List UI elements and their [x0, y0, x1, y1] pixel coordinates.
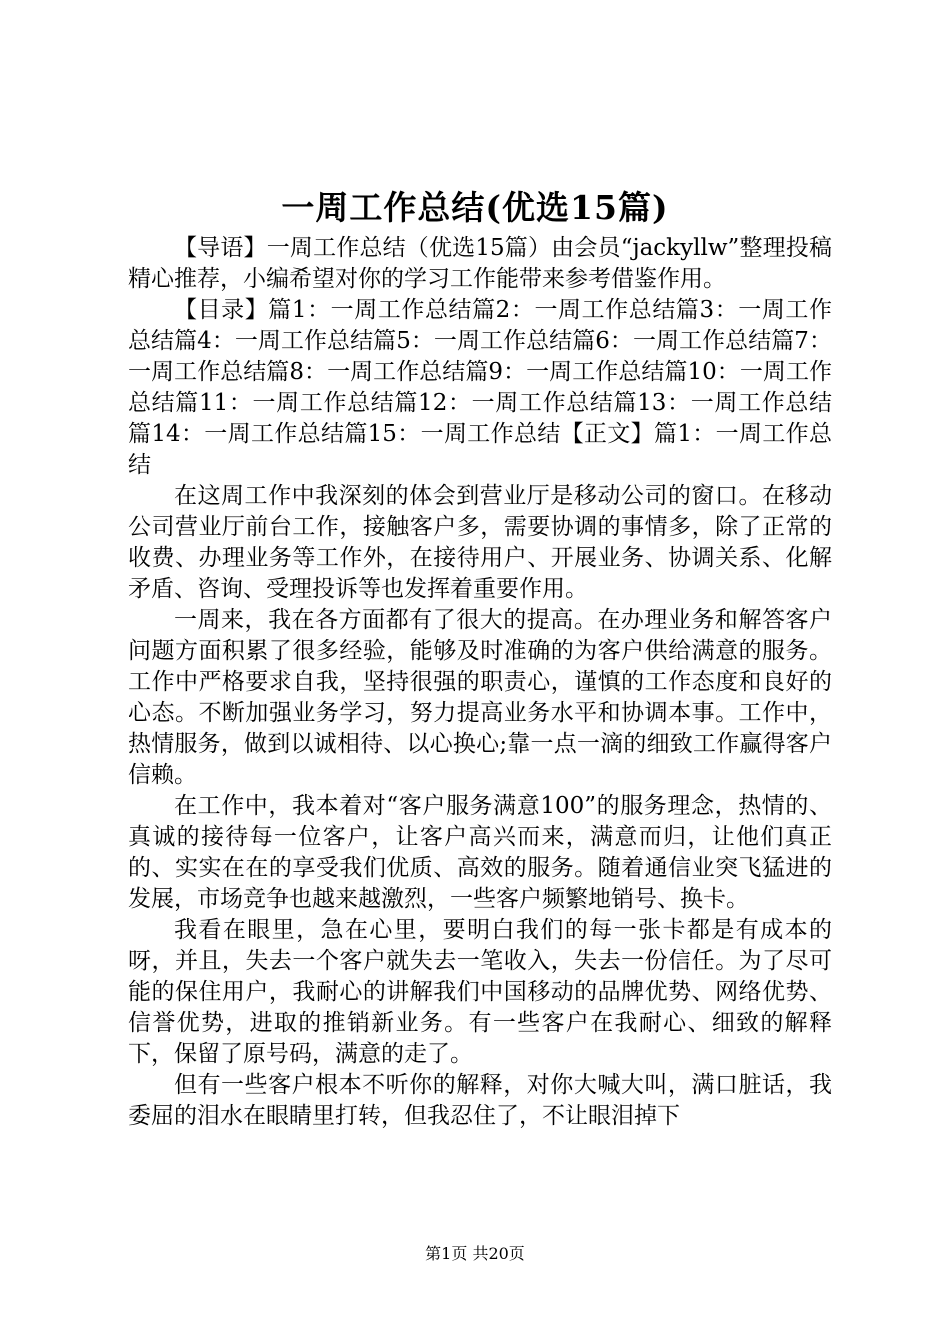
paragraph-intro: 【导语】一周工作总结（优选15篇）由会员“jackyllw”整理投稿精心推荐，小编希望对你的学习工作能带来参考借鉴作用。: [128, 235, 832, 292]
paragraph: 但有一些客户根本不听你的解释，对你大喊大叫，满口脏话，我委屈的泪水在眼睛里打转，但我忍住了，不让眼泪掉下: [128, 1072, 832, 1129]
paragraph: 在工作中，我本着对“客户服务满意100”的服务理念，热情的、真诚的接待每一位客户，让客户高兴而来，满意而归，让他们真正的、实实在在的享受我们优质、高效的服务。随着通信业突飞猛进的发展，市场竞争也越来越激烈，一些客户频繁地销号、换卡。: [128, 793, 832, 912]
paragraph-toc: 【目录】篇1：一周工作总结篇2：一周工作总结篇3：一周工作总结篇4：一周工作总结篇5：一周工作总结篇6：一周工作总结篇7：一周工作总结篇8：一周工作总结篇9：一周工作总结篇10：一周工作总结篇11：一周工作总结篇12：一周工作总结篇13：一周工作总结篇14：一周工作总结篇15：一周工作总结【正文】篇1：一周工作总结: [128, 297, 832, 478]
document-body: [128, 233, 832, 1132]
document-title: 一周工作总结(优选15篇): [281, 188, 669, 227]
paragraph: 我看在眼里，急在心里，要明白我们的每一张卡都是有成本的呀，并且，失去一个客户就失去一笔收入，失去一份信任。为了尽可能的保住用户，我耐心的讲解我们中国移动的品牌优势、网络优势、信誉优势，进取的推销新业务。有一些客户在我耐心、细致的解释下，保留了原号码，满意的走了。: [128, 917, 832, 1067]
paragraph: 一周来，我在各方面都有了很大的提高。在办理业务和解答客户问题方面积累了很多经验，能够及时准确的为客户供给满意的服务。工作中严格要求自我，坚持很强的职责心，谨慎的工作态度和良好的心态。不断加强业务学习，努力提高业务水平和协调本事。工作中，热情服务，做到以诚相待、以心换心;靠一点一滴的细致工作赢得客户信赖。: [128, 607, 832, 788]
page-footer: 第1页 共20页: [425, 1244, 525, 1263]
paragraph: 在这周工作中我深刻的体会到营业厅是移动公司的窗口。在移动公司营业厅前台工作，接触客户多，需要协调的事情多，除了正常的收费、办理业务等工作外，在接待用户、开展业务、协调关系、化解矛盾、咨询、受理投诉等也发挥着重要作用。: [128, 483, 832, 602]
